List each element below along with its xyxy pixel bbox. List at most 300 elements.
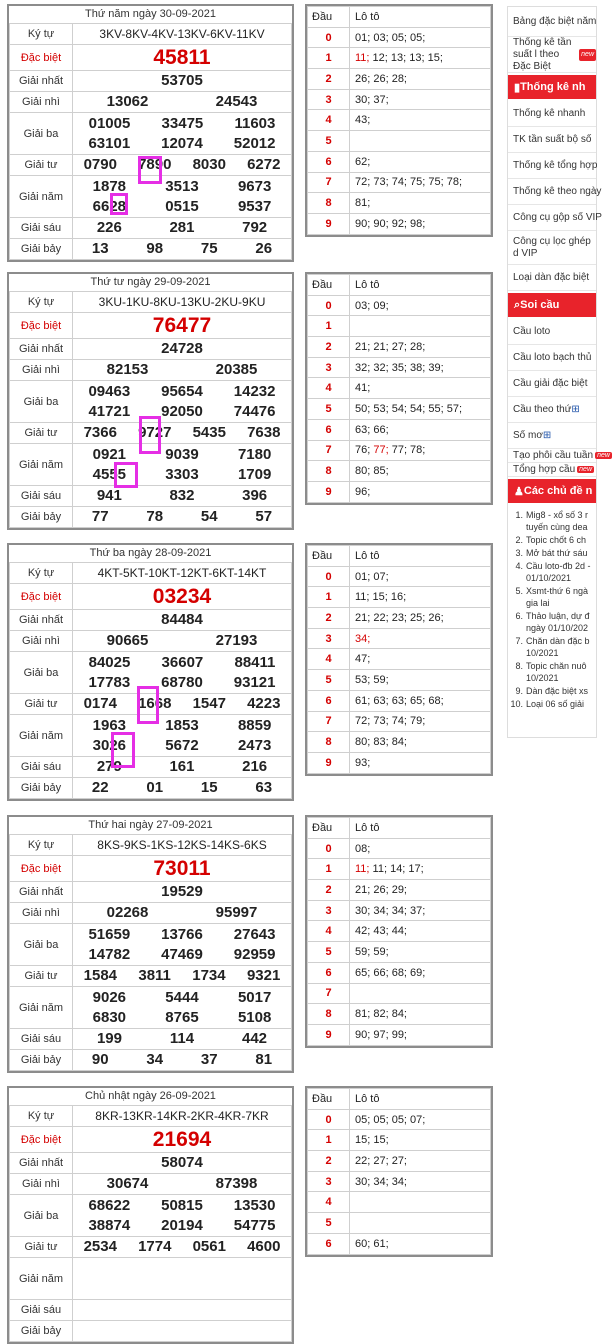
prize-label: Giải nhất xyxy=(10,339,73,360)
prize-values xyxy=(73,218,292,239)
loto-head-digit: 0 xyxy=(308,566,350,587)
topic-item[interactable] xyxy=(508,698,596,710)
prize-row-nam xyxy=(10,987,292,1029)
sidebar-item-label: Bảng đặc biệt năm xyxy=(513,16,597,27)
prize-row-nhat xyxy=(10,339,292,360)
prize-number: 84025 xyxy=(88,653,131,671)
loto-values xyxy=(350,1192,491,1213)
prize-number-line xyxy=(73,757,291,777)
prize-number: 14232 xyxy=(233,382,276,400)
loto-head-digit: 0 xyxy=(308,1109,350,1130)
prize-number: 9039 xyxy=(165,445,199,463)
loto-values: 62; xyxy=(350,151,491,172)
loto-values xyxy=(350,316,491,337)
prize-label: Đặc biệt xyxy=(10,313,73,339)
prize-number-line xyxy=(73,653,291,673)
loto-value-rest: 12; 13; 13; 15; xyxy=(369,52,443,65)
special-prize-number xyxy=(73,1128,291,1152)
draw-date-caption: Thứ năm ngày 30-09-2021 xyxy=(85,8,216,20)
sidebar-item-stats[interactable] xyxy=(508,179,602,205)
prize-row-bay xyxy=(10,1050,292,1071)
prize-values xyxy=(73,584,292,610)
prize-number: 17783 xyxy=(88,673,131,691)
topic-title-line: Mig8 - xổ số 3 r xyxy=(526,510,589,520)
prize-label: Đặc biệt xyxy=(10,1127,73,1153)
prize-number-line xyxy=(73,716,291,736)
prize-number-line xyxy=(73,239,291,259)
prize-label: Giải sáu xyxy=(10,1300,73,1321)
sidebar-item-soicau[interactable] xyxy=(508,423,596,449)
result-table xyxy=(9,1105,292,1342)
loto-head-digit: 4 xyxy=(308,649,350,670)
prize-number: 396 xyxy=(242,487,268,504)
loto-row xyxy=(308,399,491,420)
loto-row xyxy=(308,1213,491,1234)
prize-row-bay xyxy=(10,239,292,260)
loto-values: 96; xyxy=(350,481,491,502)
prize-number-rows xyxy=(73,114,291,154)
prize-values xyxy=(73,652,292,694)
sidebar-item-stats[interactable] xyxy=(508,231,596,265)
prize-label: Giải ba xyxy=(10,113,73,155)
prize-row-nhi xyxy=(10,903,292,924)
topic-title-line: 10/2021 xyxy=(526,648,559,658)
prize-label: Giải năm xyxy=(10,444,73,486)
prize-number: 19529 xyxy=(161,883,203,900)
loto-head-digit: 7 xyxy=(308,983,350,1004)
prize-row-ky-tu xyxy=(10,24,292,45)
topic-item[interactable] xyxy=(508,685,596,697)
loto-head-digit: 8 xyxy=(308,1004,350,1025)
sidebar-item-bang-dac-biet[interactable] xyxy=(508,7,596,37)
loto-box xyxy=(305,815,493,1048)
prize-number-line xyxy=(73,360,291,380)
sidebar-item-label: Tổng hợp cầu xyxy=(513,464,576,475)
prize-number: 47469 xyxy=(161,945,203,963)
prize-number: 3026 xyxy=(92,736,127,754)
loto-header-dau: Đầu xyxy=(308,546,350,567)
prize-values xyxy=(73,856,292,882)
prize-number: 58074 xyxy=(161,1154,203,1171)
prize-number: 75 xyxy=(200,240,218,257)
prize-number: 24543 xyxy=(215,93,258,110)
topic-number: 5. xyxy=(515,586,523,596)
prize-number: 50815 xyxy=(161,1196,203,1214)
topic-title-line: Topic chốt 6 ch xyxy=(526,535,587,545)
topic-title-line: Loại 06 số giải xyxy=(526,699,585,709)
prize-values xyxy=(73,92,292,113)
prize-number: 5435 xyxy=(192,424,226,441)
sidebar-item-stats[interactable] xyxy=(508,101,596,127)
topic-item[interactable] xyxy=(508,660,596,684)
prize-number: 52012 xyxy=(233,134,276,152)
loto-values: 30; 34; 34; xyxy=(350,1171,491,1192)
loto-values: 47; xyxy=(350,649,491,670)
prize-number: 12074 xyxy=(161,134,203,152)
prize-number-line xyxy=(73,631,291,651)
loto-value-part: 77; 78; xyxy=(388,444,426,457)
loto-row xyxy=(308,752,491,773)
prize-values xyxy=(73,155,292,176)
loto-header xyxy=(308,7,491,28)
topic-title xyxy=(526,547,596,559)
prize-values xyxy=(73,1050,292,1071)
prize-number: 8859 xyxy=(237,716,272,734)
topic-title-line: Mở bát thứ sáu xyxy=(526,548,588,558)
prize-values xyxy=(73,1174,292,1195)
prize-number-line xyxy=(73,925,291,945)
loto-row xyxy=(308,440,491,461)
loto-row xyxy=(308,316,491,337)
loto-head-digit: 6 xyxy=(308,1233,350,1254)
prize-number: 2473 xyxy=(237,736,272,754)
topics-section-heading xyxy=(508,479,596,503)
prize-number: 114 xyxy=(169,1030,195,1047)
topic-item[interactable] xyxy=(508,534,596,546)
prize-number: 41721 xyxy=(88,402,131,420)
prize-label: Giải bảy xyxy=(10,239,73,260)
loto-value-part: 76; xyxy=(355,444,374,457)
sidebar-item-soicau[interactable] xyxy=(508,397,596,423)
topic-item[interactable] xyxy=(508,635,596,659)
prize-number: 38874 xyxy=(88,1216,131,1234)
loto-values xyxy=(350,131,491,152)
loto-box xyxy=(305,543,493,776)
prize-number: 30674 xyxy=(106,1175,149,1192)
prize-values xyxy=(73,381,292,423)
loto-row xyxy=(308,1024,491,1045)
highlight-marker xyxy=(111,732,135,768)
loto-head-digit: 1 xyxy=(308,1130,350,1151)
prize-label: Giải năm xyxy=(10,987,73,1029)
loto-row xyxy=(308,131,491,152)
prize-label: Giải bảy xyxy=(10,778,73,799)
prize-number: 92959 xyxy=(233,945,276,963)
prize-label: Giải nhì xyxy=(10,92,73,113)
prize-number: 4223 xyxy=(247,695,281,712)
sidebar-item-label: Thống kê theo ngày xyxy=(513,186,602,197)
prize-number: 77 xyxy=(91,508,109,525)
loto-values xyxy=(350,983,491,1004)
sidebar-item-extra[interactable] xyxy=(508,463,596,477)
special-number: 21694 xyxy=(152,1127,212,1151)
topic-number: 3. xyxy=(515,548,523,558)
prize-row-nhi xyxy=(10,1174,292,1195)
prize-number: 95997 xyxy=(215,904,258,921)
sidebar-item-soicau[interactable] xyxy=(508,345,596,371)
prize-row-nhat xyxy=(10,882,292,903)
prize-number: 53705 xyxy=(161,72,203,89)
topic-item[interactable] xyxy=(508,560,596,584)
prize-values xyxy=(73,486,292,507)
loto-row xyxy=(308,89,491,110)
prize-values xyxy=(73,631,292,652)
expand-plus-icon[interactable]: ⊞ xyxy=(542,430,552,441)
prize-values xyxy=(73,1029,292,1050)
highlight-marker xyxy=(137,686,159,724)
prize-label: Giải ba xyxy=(10,652,73,694)
prize-number: 5017 xyxy=(237,988,272,1006)
loto-values: 72; 73; 74; 75; 75; 78; xyxy=(350,172,491,193)
prize-number: 1668 xyxy=(138,695,172,712)
prize-number: 4600 xyxy=(247,1238,281,1255)
prize-number: 54 xyxy=(200,508,218,525)
prize-number: 33475 xyxy=(161,114,204,132)
loto-value-rest: 11; 14; 17; xyxy=(369,863,424,876)
prize-number: 92050 xyxy=(161,402,203,420)
loto-head-digit: 5 xyxy=(308,1213,350,1234)
prize-row-ba xyxy=(10,924,292,966)
prize-label: Giải tư xyxy=(10,423,73,444)
prize-number-line xyxy=(73,114,291,134)
prize-label: Giải tư xyxy=(10,694,73,715)
loto-values: 90; 90; 92; 98; xyxy=(350,213,491,234)
prize-values xyxy=(73,1153,292,1174)
topic-title xyxy=(526,509,596,533)
prize-number: 4555 xyxy=(92,465,127,483)
loto-head-digit: 0 xyxy=(308,838,350,859)
prize-values: 3KV-8KV-4KV-13KV-6KV-11KV xyxy=(73,24,292,45)
topic-item[interactable] xyxy=(508,585,596,609)
prize-number: 0515 xyxy=(165,197,199,215)
loto-head-digit: 0 xyxy=(308,295,350,316)
prize-row-nhi xyxy=(10,631,292,652)
loto-row xyxy=(308,628,491,649)
topic-item[interactable] xyxy=(508,610,596,634)
prize-number: 27193 xyxy=(215,632,258,649)
topic-number: 10. xyxy=(510,699,523,709)
sidebar-item-soicau[interactable] xyxy=(508,319,596,345)
loto-head-digit: 6 xyxy=(308,690,350,711)
sidebar-item-label: Loại dàn đặc biệt xyxy=(513,272,590,283)
prize-row-tu xyxy=(10,966,292,987)
loto-row xyxy=(308,732,491,753)
result-box xyxy=(7,543,294,801)
prize-number: 37 xyxy=(200,1051,218,1068)
prize-row-nhi xyxy=(10,360,292,381)
sidebar-item-label: Tạo phôi cầu tuần xyxy=(513,450,594,461)
loto-values: 21; 21; 27; 28; xyxy=(350,337,491,358)
sidebar-item-label: Cầu giải đặc biệt xyxy=(513,378,588,389)
prize-number-line xyxy=(73,507,291,527)
prize-values xyxy=(73,715,292,757)
loto-row xyxy=(308,608,491,629)
loto-box xyxy=(305,1086,493,1257)
sidebar-item-label: Cầu loto bạch thủ xyxy=(513,352,592,363)
prize-label: Giải nhì xyxy=(10,903,73,924)
prize-number: 13062 xyxy=(106,93,149,110)
prize-label: Ký tự xyxy=(10,292,73,313)
loto-values: 72; 73; 74; 79; xyxy=(350,711,491,732)
topic-number: 9. xyxy=(515,686,523,696)
sidebar-item-stats[interactable] xyxy=(508,127,596,153)
prize-label: Giải nhì xyxy=(10,360,73,381)
loto-row xyxy=(308,1192,491,1213)
loto-special-value: 34; xyxy=(355,632,371,645)
loto-head-digit: 8 xyxy=(308,732,350,753)
loto-head-digit: 2 xyxy=(308,608,350,629)
loto-row xyxy=(308,983,491,1004)
prize-row-nhat xyxy=(10,71,292,92)
sidebar-item-stats[interactable] xyxy=(508,205,602,231)
prize-number: 1734 xyxy=(192,967,226,984)
loto-row xyxy=(308,900,491,921)
loto-head-digit: 9 xyxy=(308,213,350,234)
topic-title-line: Topic chăn nuô xyxy=(526,661,587,671)
prize-values xyxy=(73,71,292,92)
loto-header-dau: Đầu xyxy=(308,1089,350,1110)
prize-values: 8KS-9KS-1KS-12KS-14KS-6KS xyxy=(73,835,292,856)
loto-values: 59; 59; xyxy=(350,942,491,963)
prize-number: 1878 xyxy=(92,177,127,195)
special-prize-number xyxy=(73,46,291,70)
loto-head-digit: 4 xyxy=(308,1192,350,1213)
prize-number: 1709 xyxy=(237,465,272,483)
sidebar-item-stats[interactable] xyxy=(508,153,596,179)
sidebar-item-extra[interactable] xyxy=(508,449,610,463)
topic-number: 6. xyxy=(515,611,523,621)
prize-number-line xyxy=(73,92,291,112)
loto-head-digit: 8 xyxy=(308,461,350,482)
prize-number-rows xyxy=(73,925,291,965)
topic-title-line: Thảo luận, dự đ xyxy=(526,611,590,621)
topic-item[interactable] xyxy=(508,509,596,533)
special-number: 45811 xyxy=(153,45,211,69)
loto-table xyxy=(307,6,491,235)
prize-label: Ký tự xyxy=(10,835,73,856)
loto-values: 90; 97; 99; xyxy=(350,1024,491,1045)
prize-number: 0561 xyxy=(192,1238,226,1255)
prize-number: 161 xyxy=(169,758,195,775)
prize-number: 6272 xyxy=(247,156,281,173)
prize-label: Giải ba xyxy=(10,924,73,966)
prize-values: 4KT-5KT-10KT-12KT-6KT-14KT xyxy=(73,563,292,584)
prize-values xyxy=(73,1321,292,1342)
prize-number-rows xyxy=(73,1196,291,1236)
prize-row-dac-biet xyxy=(10,1127,292,1153)
section-heading-text: Thống kê nh xyxy=(520,81,586,93)
loto-row xyxy=(308,859,491,880)
prize-number: 15 xyxy=(200,779,218,796)
loto-row xyxy=(308,110,491,131)
loto-values: 01; 03; 05; 05; xyxy=(350,27,491,48)
loto-values: 15; 15; xyxy=(350,1130,491,1151)
prize-label: Đặc biệt xyxy=(10,584,73,610)
loto-row xyxy=(308,711,491,732)
highlight-marker xyxy=(138,156,162,184)
prize-number: 87398 xyxy=(215,1175,258,1192)
prize-number-line xyxy=(73,177,291,197)
sidebar-item-label: Thống kê tổng hợp xyxy=(513,160,598,171)
loto-head-digit: 0 xyxy=(308,27,350,48)
sidebar-item-soicau[interactable] xyxy=(508,371,596,397)
prize-number: 1584 xyxy=(83,967,118,984)
prize-values xyxy=(73,423,292,444)
loto-head-digit: 1 xyxy=(308,587,350,608)
loto-header xyxy=(308,275,491,296)
prize-values xyxy=(73,1237,292,1258)
prize-number: 216 xyxy=(242,758,268,775)
prize-number: 281 xyxy=(169,219,195,236)
prize-label: Giải năm xyxy=(10,176,73,218)
loto-head-digit: 4 xyxy=(308,110,350,131)
prize-row-nhat xyxy=(10,610,292,631)
search-icon: ⌕ xyxy=(514,298,521,311)
prize-label: Giải tư xyxy=(10,1237,73,1258)
prize-row-sau xyxy=(10,1029,292,1050)
prize-number: 6628 xyxy=(92,197,127,215)
special-number: 03234 xyxy=(152,584,212,608)
loto-values: 41; xyxy=(350,378,491,399)
soicau-section-heading xyxy=(508,293,596,317)
prize-values xyxy=(73,113,292,155)
prize-row-sau xyxy=(10,757,292,778)
topic-number: 7. xyxy=(515,636,523,646)
loto-box xyxy=(305,4,493,237)
result-table xyxy=(9,23,292,260)
prize-number: 7180 xyxy=(237,445,272,463)
prize-number-line xyxy=(73,155,291,175)
loto-row xyxy=(308,378,491,399)
sidebar-item-stats[interactable] xyxy=(508,265,596,291)
prize-label: Giải bảy xyxy=(10,1050,73,1071)
topic-title-line: Chăn dàn đặc b xyxy=(526,636,590,646)
loto-head-digit: 2 xyxy=(308,880,350,901)
prize-values xyxy=(73,694,292,715)
prize-number-line xyxy=(73,1174,291,1194)
prize-number-rows xyxy=(73,653,291,693)
prize-row-tu xyxy=(10,1237,292,1258)
topic-title-line: tuyến cùng dea xyxy=(526,522,588,532)
loto-header-loto: Lô tô xyxy=(350,1089,491,1110)
loto-head-digit: 7 xyxy=(308,172,350,193)
loto-head-digit: 9 xyxy=(308,1024,350,1045)
prize-number: 5108 xyxy=(237,1008,272,1026)
loto-values xyxy=(350,628,491,649)
prize-number-line xyxy=(73,694,291,714)
topic-item[interactable] xyxy=(508,547,596,559)
stats-section-heading xyxy=(508,75,596,99)
prize-row-ky-tu xyxy=(10,1106,292,1127)
loto-head-digit: 6 xyxy=(308,962,350,983)
prize-number: 8765 xyxy=(165,1008,199,1026)
prize-label: Giải ba xyxy=(10,1195,73,1237)
prize-number: 7638 xyxy=(247,424,281,441)
prize-number-line xyxy=(73,1008,291,1028)
prize-number-line xyxy=(73,903,291,923)
sidebar-item-tan-suat[interactable] xyxy=(508,37,596,73)
loto-head-digit: 5 xyxy=(308,131,350,152)
prize-number: 24728 xyxy=(161,340,203,357)
prize-label: Ký tự xyxy=(10,563,73,584)
prize-number: 57 xyxy=(255,508,273,525)
topic-title xyxy=(526,585,596,609)
special-number: 76477 xyxy=(152,313,212,337)
prize-number: 199 xyxy=(96,1030,122,1047)
expand-plus-icon[interactable]: ⊞ xyxy=(571,404,580,415)
prize-number-line xyxy=(73,218,291,238)
prize-number: 3513 xyxy=(165,177,199,195)
prize-number: 0921 xyxy=(92,445,127,463)
loto-table xyxy=(307,545,491,774)
prize-label: Giải nhất xyxy=(10,1153,73,1174)
draw-date-caption: Thứ tư ngày 29-09-2021 xyxy=(90,276,211,288)
prize-row-bay xyxy=(10,778,292,799)
prize-row-dac-biet xyxy=(10,313,292,339)
prize-values xyxy=(73,339,292,360)
topic-title-line: Cầu loto-đb 2d - xyxy=(526,561,591,571)
draw-date-caption: Thứ hai ngày 27-09-2021 xyxy=(88,819,213,831)
